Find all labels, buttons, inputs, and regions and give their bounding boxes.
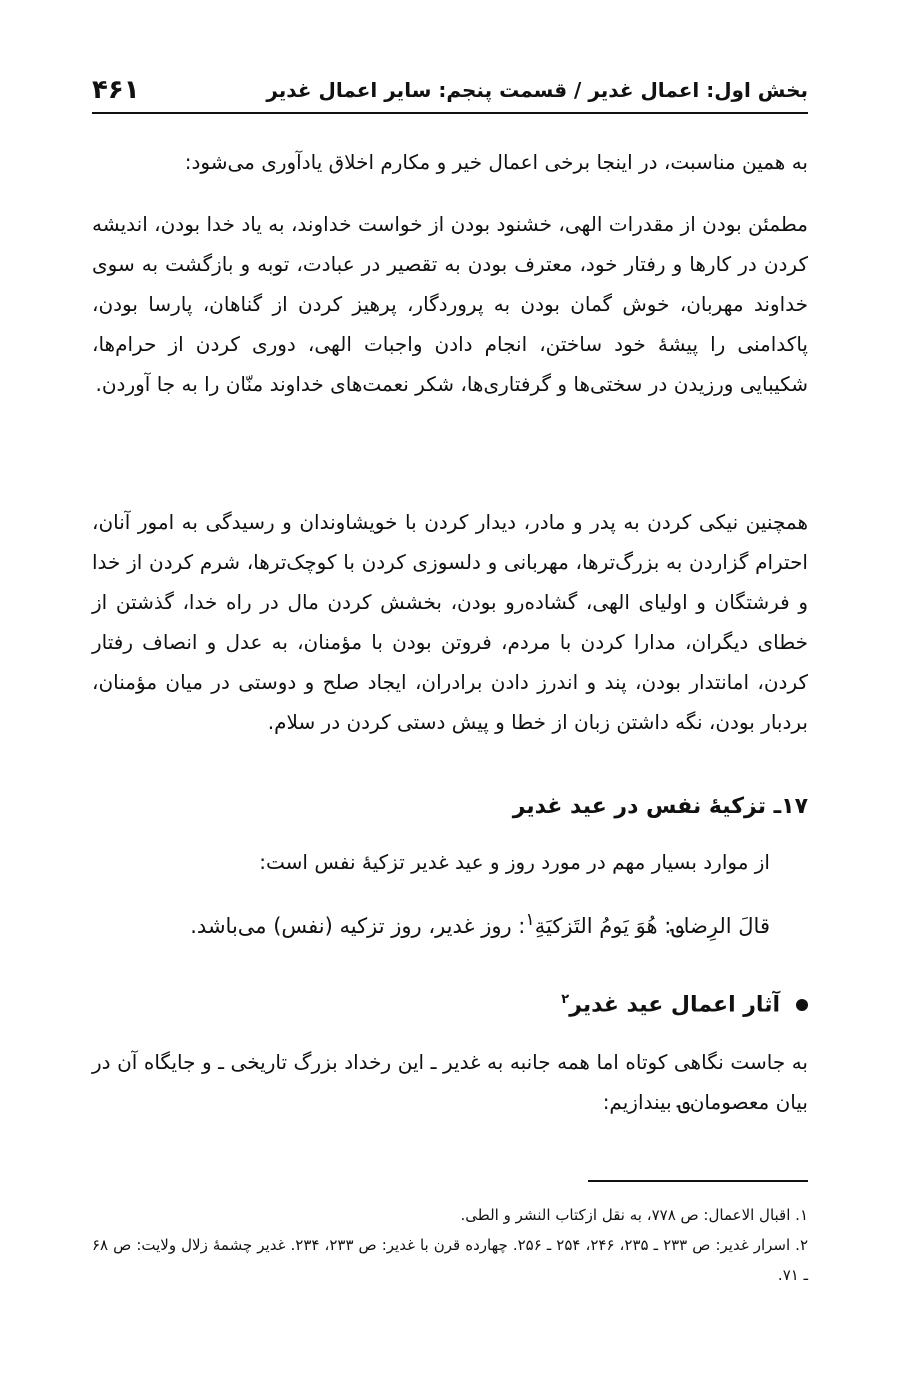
footnote-2: ۲. اسرار غدیر: ص ۲۳۳ ـ ۲۳۵، ۲۴۶، ۲۵۴ ـ ۲۵۶. چهارده قرن با غدیر: ص ۲۳۳، ۲۳۴. غدیر چشمهٔ زلال ولایت: ص ۶۸ ـ ۷۱. [92,1236,809,1284]
quote-translation: : روز غدیر، روز تزکیه (نفس) می‌باشد. [190,914,526,938]
intro-paragraph: به همین مناسبت، در اینجا برخی اعمال خیر و مکارم اخلاق یادآوری می‌شود: [184,150,808,174]
footnote-divider [588,1180,808,1182]
paragraph-virtues: مطمئن بودن از مقدرات الهی، خشنود بودن از خواست خداوند، به یاد خدا بودن، اندیشه کردن در کارها و رفتار خود، معترف بودن به تقصیر در عبادت، توبه و بازگشت به سوی خداوند مهربان، خوش گمان بودن به پروردگار، پرهیز کردن از گناهان، پارسا بودن، پاکدامنی را پیشهٔ خود ساختن، انجام دادن واجبات الهی، دوری کردن از حرام‌ها، شکیبایی ورزیدن در سختی‌ها و گرفتاری‌ها، شکر نعمت‌های خداوند منّان را به جا آوردن. [92,212,808,396]
footnote-ref-1: ۱ [525,910,535,930]
athar-heading-text: آثار اعمال عید غدیر [569,992,780,1018]
section-17-quote [92,900,770,946]
athar-paragraph: به جاست نگاهی کوتاه اما همه جانبه به غدیر ـ این رخداد بزرگ تاریخی ـ و جایگاه آن در بیان معصومان؈ بیندازیم: [92,1050,808,1114]
paragraph-social-virtues: همچنین نیکی کردن به پدر و مادر، دیدار کردن با خویشاوندان و رسیدگی به امور آنان، احترام گزاردن به بزرگ‌ترها، مهربانی و دلسوزی کردن با کوچک‌ترها، شرم کردن از خدا و فرشتگان و اولیای الهی، گشاده‌رو بودن، بخشش کردن مال در راه خدا، گذشتن از خطای دیگران، مدارا کردن با مردم، فروتن بودن با مؤمنان، به عدل و انصاف رفتار کردن، امانتدار بودن، پند و اندرز دادن برادران، ایجاد صلح و دوستی در میان مؤمنان، بردبار بودن، نگه داشتن زبان از خطا و پیش دستی کردن در سلام. [92,510,808,734]
page-number: ۴۶۱ [92,75,140,105]
footnote-ref-2: ۲ [561,992,570,1007]
running-head: بخش اول: اعمال غدیر / قسمت پنجم: سایر اعمال غدیر [266,78,808,102]
quote-arabic: قالَ الرِضا؈: هُوَ یَومُ التَزکیَةِ [534,914,770,938]
footnote-1: ۱. اقبال الاعمال: ص ۷۷۸، به نقل ازکتاب النشر و الطی. [460,1206,808,1224]
athar-heading [92,992,808,1017]
section-17-text: از موارد بسیار مهم در مورد روز و عید غدیر تزکیهٔ نفس است: [259,850,770,874]
page-header [92,68,808,114]
footnotes [92,1200,808,1290]
section-17-heading: ۱۷ـ تزکیهٔ نفس در عید غدیر [512,794,808,819]
bullet-icon [796,999,808,1011]
